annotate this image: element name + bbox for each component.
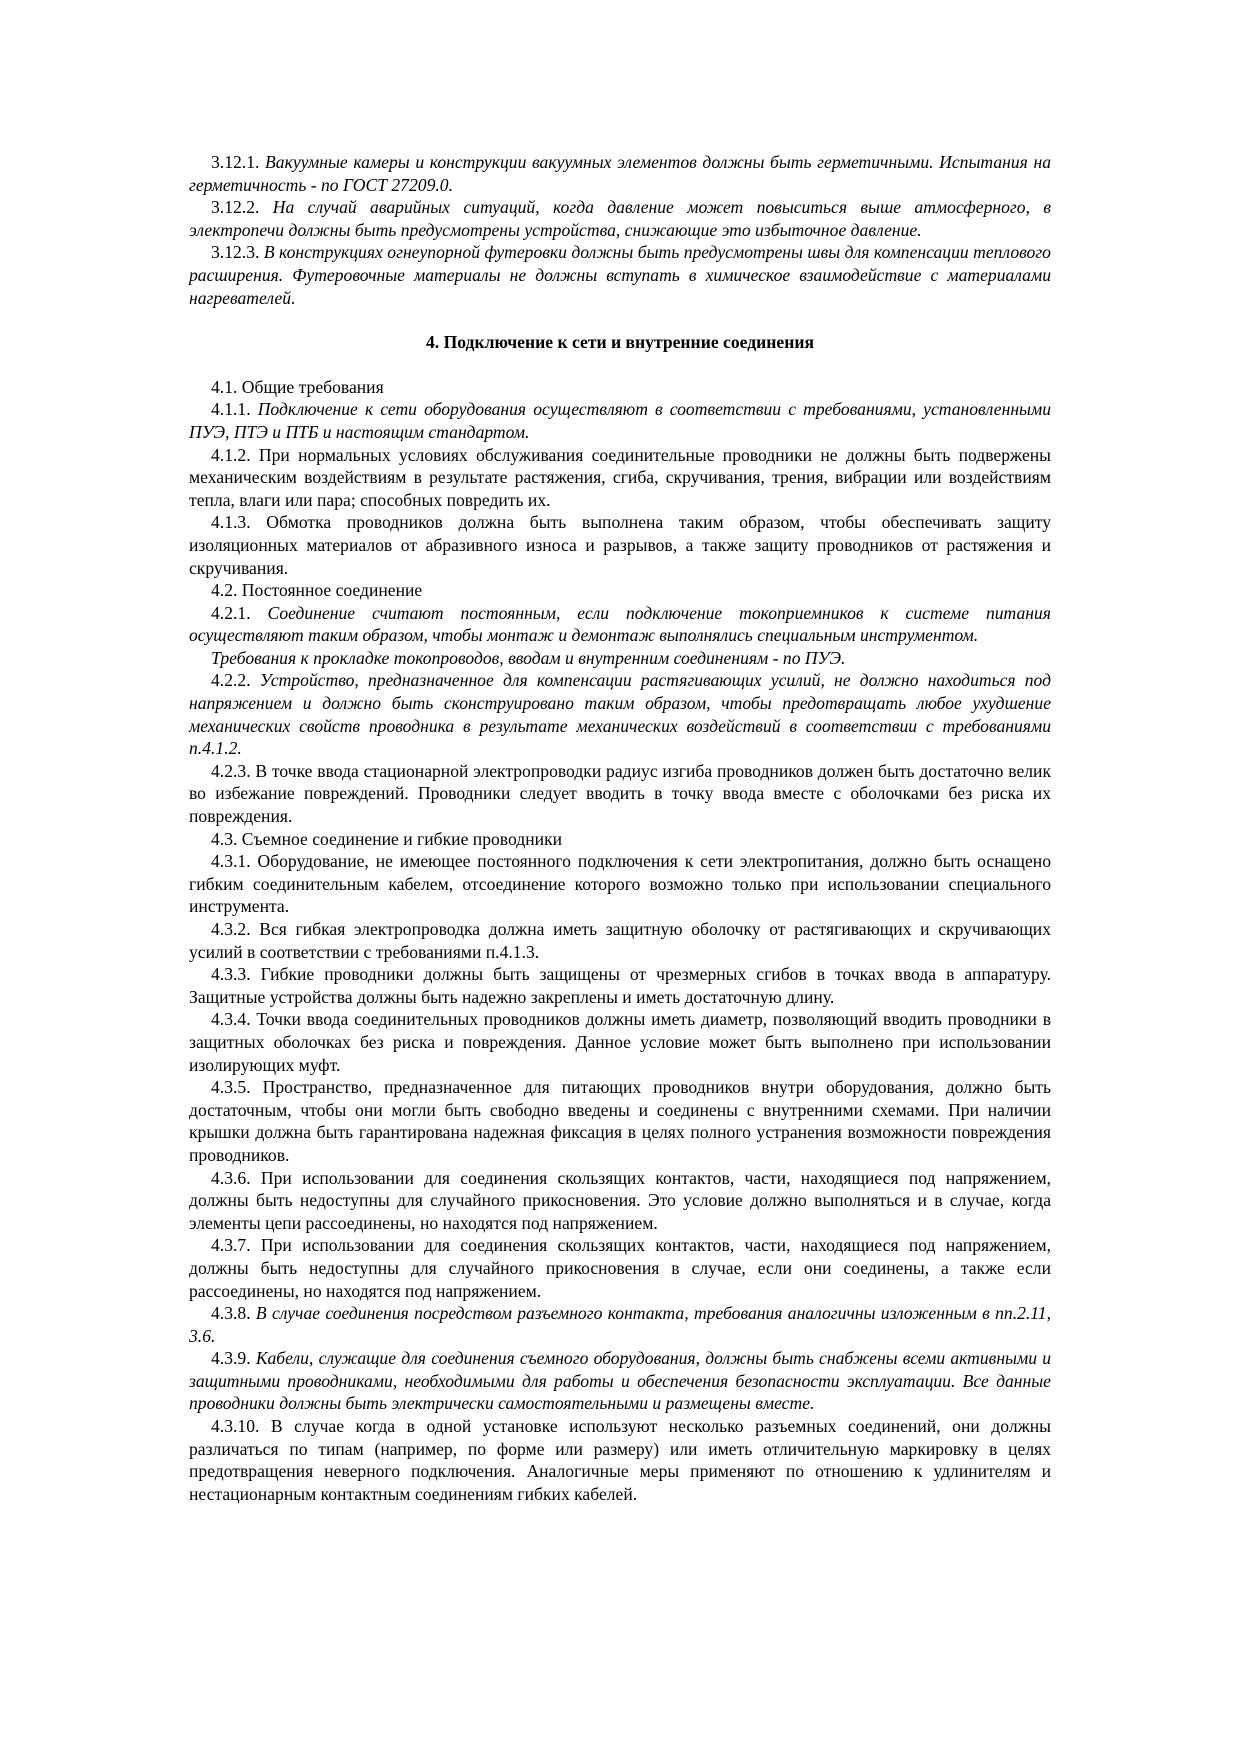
clause-text: В случае когда в одной установке используют несколько разъемных соединений, они должны различаться по типам (например, по форме или размеру) или иметь отличительную маркировку в целях предотвращения неверного подключения. Аналогичные меры применяют по отношению к удлинителям и нестационарным контактным соединениям гибких кабелей. [189,1416,1051,1504]
clause-number: 4.3.3. [211,964,251,985]
clause-4-3-4 [189,1008,1051,1076]
clause-4-3-6 [189,1167,1051,1235]
clause-4-2-3 [189,760,1051,828]
clause-3-12-1 [189,151,1051,196]
clause-text: При использовании для соединения скользящих контактов, части, находящиеся под напряжением, должны быть недоступны для случайного прикосновения в случае, если они соединены, а также если рассоединены, но находятся под напряжением. [189,1235,1051,1301]
clause-text: Соединение считают постоянным, если подключение токоприемников к системе питания осуществляют таким образом, чтобы монтаж и демонтаж выполнялись специальным инструментом. [189,602,1051,646]
clause-number: 4.2.3. [211,760,251,781]
clause-number: 4.2. [211,580,238,601]
clause-number: 4.1. [211,376,238,397]
clause-number: 4.3.6. [211,1167,251,1188]
clause-4-3-9 [189,1347,1051,1415]
clause-4-2-2 [189,669,1051,759]
clause-text: Гибкие проводники должны быть защищены от чрезмерных сгибов в точках ввода в аппаратуру. Защитные устройства должны быть надежно закреплены и иметь достаточную длину. [189,964,1052,1007]
clause-number: 3.12.2. [211,197,260,218]
section-heading: 4. Подключение к сети и внутренние соединения [425,332,814,353]
clause-text: Вакуумные камеры и конструкции вакуумных элементов должны быть герметичными. Испытания на герметичность - по ГОСТ 27209.0. [189,152,1051,195]
clause-4-3-10 [189,1415,1051,1505]
clause-4-2 [189,579,1051,602]
clause-text: Пространство, предназначенное для питающих проводников внутри оборудования, должно быть достаточным, чтобы они могли быть свободно введены и соединены с внутренними схемами. При наличии крышки должна быть гарантирована надежная фиксация в целях полного устранения возможности повреждения проводников. [189,1077,1051,1165]
clause-number: 4.3.5. [211,1077,251,1098]
clause-text: Постоянное соединение [241,580,423,601]
section-3-tail [189,151,1051,309]
clause-text: При использовании для соединения скользящих контактов, части, находящиеся под напряжением, должны быть недоступны для случайного прикосновения. Это условие должно выполняться и в случае, когда элементы цепи рассоединены, но находятся под напряжением. [189,1167,1051,1233]
clause-number: 4.3.4. [211,1009,251,1030]
clause-text: Вся гибкая электропроводка должна иметь защитную оболочку от растягивающих и скручивающих усилий в соответствии с требованиями п.4.1.3. [189,919,1051,962]
clause-4-1-1 [189,398,1051,443]
clause-number: 4.3.2. [211,919,251,939]
clause-4-3-3 [189,963,1051,1008]
clause-4-3 [189,828,1051,851]
clause-number: 4.3. [211,828,238,849]
clause-text: Точки ввода соединительных проводников должны иметь диаметр, позволяющий вводить проводники в защитных оболочках без риска и повреждения. Данное условие может быть выполнено при использовании изолирующих муфт. [189,1009,1052,1075]
clause-4-3-8 [189,1302,1051,1347]
clause-number: 4.3.9. [211,1348,251,1369]
clause-number: 4.3.7. [211,1235,251,1256]
clause-number: 4.2.2. [211,670,251,691]
clause-text: Подключение к сети оборудования осуществляют в соответствии с требованиями, установленными ПУЭ, ПТЭ и ПТБ и настоящим стандартом. [189,399,1051,442]
clause-text: Устройство, предназначенное для компенсации растягивающих усилий, не должно находиться под напряжением и должно быть сконструировано таким образом, чтобы предотвращать любое ухудшение механических свойств проводника в результате механических воздействий в соответствии с требованиями п.4.1.2. [189,670,1051,759]
clause-4-1-3 [189,511,1051,579]
clause-text: При нормальных условиях обслуживания соединительные проводники не должны быть подвержены механическим воздействиям в результате растяжения, сгиба, скручивания, трения, вибрации или воздействиям тепла, влаги или пара; способных повредить их. [189,444,1052,510]
clause-3-12-2 [189,196,1051,241]
clause-text: Съемное соединение и гибкие проводники [241,828,563,849]
clause-4-2-1 [189,602,1051,647]
clause-4-3-1 [189,850,1051,918]
clause-number: 4.1.1. [211,399,251,420]
clause-text: Кабели, служащие для соединения съемного оборудования, должны быть снабжены всеми активными и защитными проводниками, необходимыми для работы и обеспечения безопасности эксплуатации. Все данные проводники должны быть электрически самостоятельными и размещены вместе. [189,1348,1051,1414]
clause-number: 4.3.10. [211,1416,260,1437]
clause-4-3-2 [189,918,1051,963]
clause-text: На случай аварийных ситуаций, когда давление может повыситься выше атмосферного, в электропечи должны быть предусмотрены устройства, снижающие это избыточное давление. [189,197,1051,240]
clause-text: В конструкциях огнеупорной футеровки должны быть предусмотрены швы для компенсации теплового расширения. Футеровочные материалы не должны вступать в химическое взаимодействие с материалами нагревателей. [189,242,1051,308]
clause-text: Обмотка проводников должна быть выполнена таким образом, чтобы обеспечивать защиту изоляционных материалов от абразивного износа и разрывов, а также защиту проводников от растяжения и скручивания. [189,512,1051,578]
clause-text: В точке ввода стационарной электропроводки радиус изгиба проводников должен быть достаточно велик во избежание повреждений. Проводники следует вводить в точку ввода вместе с оболочками без риска их повреждения. [189,760,1051,827]
clause-4-3-7 [189,1234,1051,1302]
clause-4-1 [189,376,1051,399]
clause-number: 4.1.3. [211,512,251,533]
clause-number: 4.1.2. [211,444,251,465]
clause-number: 4.3.1. [211,851,251,872]
clause-number: 3.12.3. [211,242,260,263]
clause-3-12-3 [189,241,1051,309]
clause-text: В случае соединения посредством разъемного контакта, требования аналогичны изложенным в пп.2.11, 3.6. [189,1303,1051,1346]
clause-4-1-2 [189,444,1051,512]
clause-number: 4.2.1. [211,602,251,623]
clause-text: Общие требования [241,376,384,397]
clause-text: Требования к прокладке токопроводов, вводам и внутренним соединениям - по ПУЭ. [211,647,846,668]
clause-4-3-5 [189,1076,1051,1166]
clause-text: Оборудование, не имеющее постоянного подключения к сети электропитания, должно быть оснащено гибким соединительным кабелем, отсоединение которого возможно только при использовании специального инструмента. [189,851,1051,917]
clause-number: 3.12.1. [211,152,260,172]
clause-4-2-1-note [189,647,1051,670]
section-4 [189,376,1051,1506]
clause-number: 4.3.8. [211,1303,251,1324]
